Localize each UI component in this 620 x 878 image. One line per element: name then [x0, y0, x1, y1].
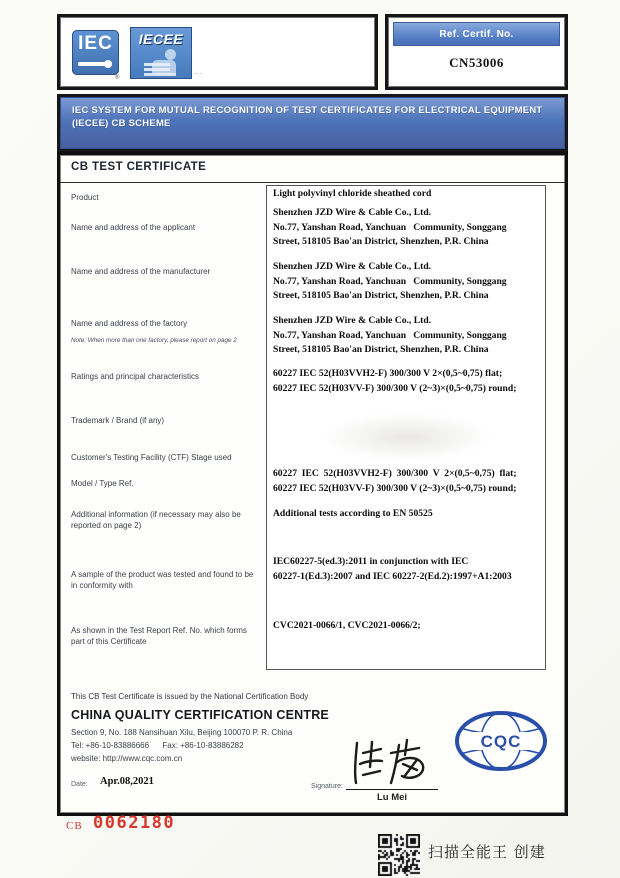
field-label-factory: Name and address of the factory: [71, 319, 188, 328]
qr-code: [378, 834, 420, 876]
certificate-frame: [57, 152, 568, 816]
field-note-factory: Note: When more than one factory, please report on page 2: [71, 337, 237, 344]
svg-text:CQC: CQC: [480, 732, 522, 751]
iec-logo-text: IEC: [78, 33, 113, 54]
field-value-factory: Shenzhen JZD Wire & Cable Co., Ltd. No.77, Yanshan Road, Yanchuan Community, Songgang Street, 518105 Bao'an District, Shenzhen, P.R. China: [273, 315, 507, 356]
cb-stamp-prefix: CB: [66, 820, 83, 832]
date-value: Apr.08,2021: [100, 776, 154, 787]
scheme-banner-line1: IEC SYSTEM FOR MUTUAL RECOGNITION OF TEST CERTIFICATES FOR ELECTRICAL EQUIPMENT: [72, 105, 543, 116]
field-label-product: Product: [71, 193, 99, 202]
field-value-model: 60227 IEC 52(H03VVH2-F) 300/300 V 2×(0,5~0,75) flat; 60227 IEC 52(H03VV-F) 300/300 V (2~3)×(0,5~0,75) round;: [273, 468, 517, 494]
field-value-applicant: Shenzhen JZD Wire & Cable Co., Ltd. No.77, Yanshan Road, Yanchuan Community, Songgang Street, 518105 Bao'an District, Shenzhen, P.R. China: [273, 207, 507, 248]
signature-label: Signature:: [311, 783, 343, 790]
signature-handwriting: [343, 733, 453, 791]
field-value-product: Light polyvinyl chloride sheathed cord: [273, 188, 432, 199]
ncb-fax: Fax: +86-10-83886282: [162, 741, 244, 750]
date-label: Date:: [71, 781, 88, 788]
ncb-tel: Tel: +86-10-83886666: [71, 741, 150, 750]
signature-line: [346, 789, 438, 790]
field-label-model: Model / Type Ref.: [71, 479, 134, 488]
field-label-additional-info: Additional information (if necessary may also be reported on page 2): [71, 510, 241, 530]
scheme-banner: [57, 94, 568, 152]
ref-certif-label: Ref. Certif. No.: [393, 22, 560, 46]
issued-statement: This CB Test Certificate is issued by the National Certification Body: [71, 692, 309, 701]
scheme-banner-line2: (IECEE) CB SCHEME: [72, 118, 171, 129]
field-label-applicant: Name and address of the applicant: [71, 223, 196, 232]
certificate-title: CB TEST CERTIFICATE: [71, 161, 207, 173]
field-label-ratings: Ratings and principal characteristics: [71, 372, 200, 381]
field-value-manufacturer: Shenzhen JZD Wire & Cable Co., Ltd. No.77, Yanshan Road, Yanchuan Community, Songgang Street, 518105 Bao'an District, Shenzhen, P.R. China: [273, 261, 507, 302]
logo-box: IEC ® IECEE ...: [57, 14, 378, 90]
scan-smudge: [322, 413, 492, 461]
field-value-additional-info: Additional tests according to EN 50525: [273, 508, 433, 519]
field-value-test-report: CVC2021-0066/1, CVC2021-0066/2;: [273, 620, 421, 631]
field-value-ratings: 60227 IEC 52(H03VVH2-F) 300/300 V 2×(0,5~0,75) flat; 60227 IEC 52(H03VV-F) 300/300 V (2~3)×(0,5~0,75) round;: [273, 368, 517, 394]
ncb-tel-fax: [71, 741, 244, 750]
ncb-address: Section 9, No. 188 Nansihuan Xilu, Beijing 100070 P. R. China: [71, 728, 293, 737]
iecee-logo-icon: [130, 27, 192, 79]
ncb-name: CHINA QUALITY CERTIFICATION CENTRE: [71, 708, 329, 722]
iecee-logo-text: IECEE: [138, 31, 184, 47]
signatory-name: Lu Mei: [376, 792, 408, 803]
iec-logo-icon: [72, 30, 119, 75]
cqc-logo-icon: [454, 710, 548, 772]
field-label-trademark: Trademark / Brand (if any): [71, 416, 165, 425]
field-label-test-report: As shown in the Test Report Ref. No. which forms part of this Certificate: [71, 626, 247, 646]
ncb-website: website: http://www.cqc.com.cn: [71, 754, 183, 763]
cb-stamp-number: 0062180: [93, 813, 176, 833]
field-label-conformity: A sample of the product was tested and found to be in conformity with: [71, 570, 254, 590]
scan-app-caption: 扫描全能王 创建: [428, 843, 546, 861]
field-value-conformity: IEC60227-5(ed.3):2011 in conjunction with IEC 60227-1(Ed.3):2007 and IEC 60227-2(Ed.2):1997+A1:2003: [273, 556, 512, 582]
field-label-manufacturer: Name and address of the manufacturer: [71, 267, 211, 276]
field-label-ctf-stage: Customer's Testing Facility (CTF) Stage used: [71, 453, 232, 462]
ref-certif-box: [385, 14, 568, 90]
ref-certif-number: CN53006: [449, 55, 504, 70]
